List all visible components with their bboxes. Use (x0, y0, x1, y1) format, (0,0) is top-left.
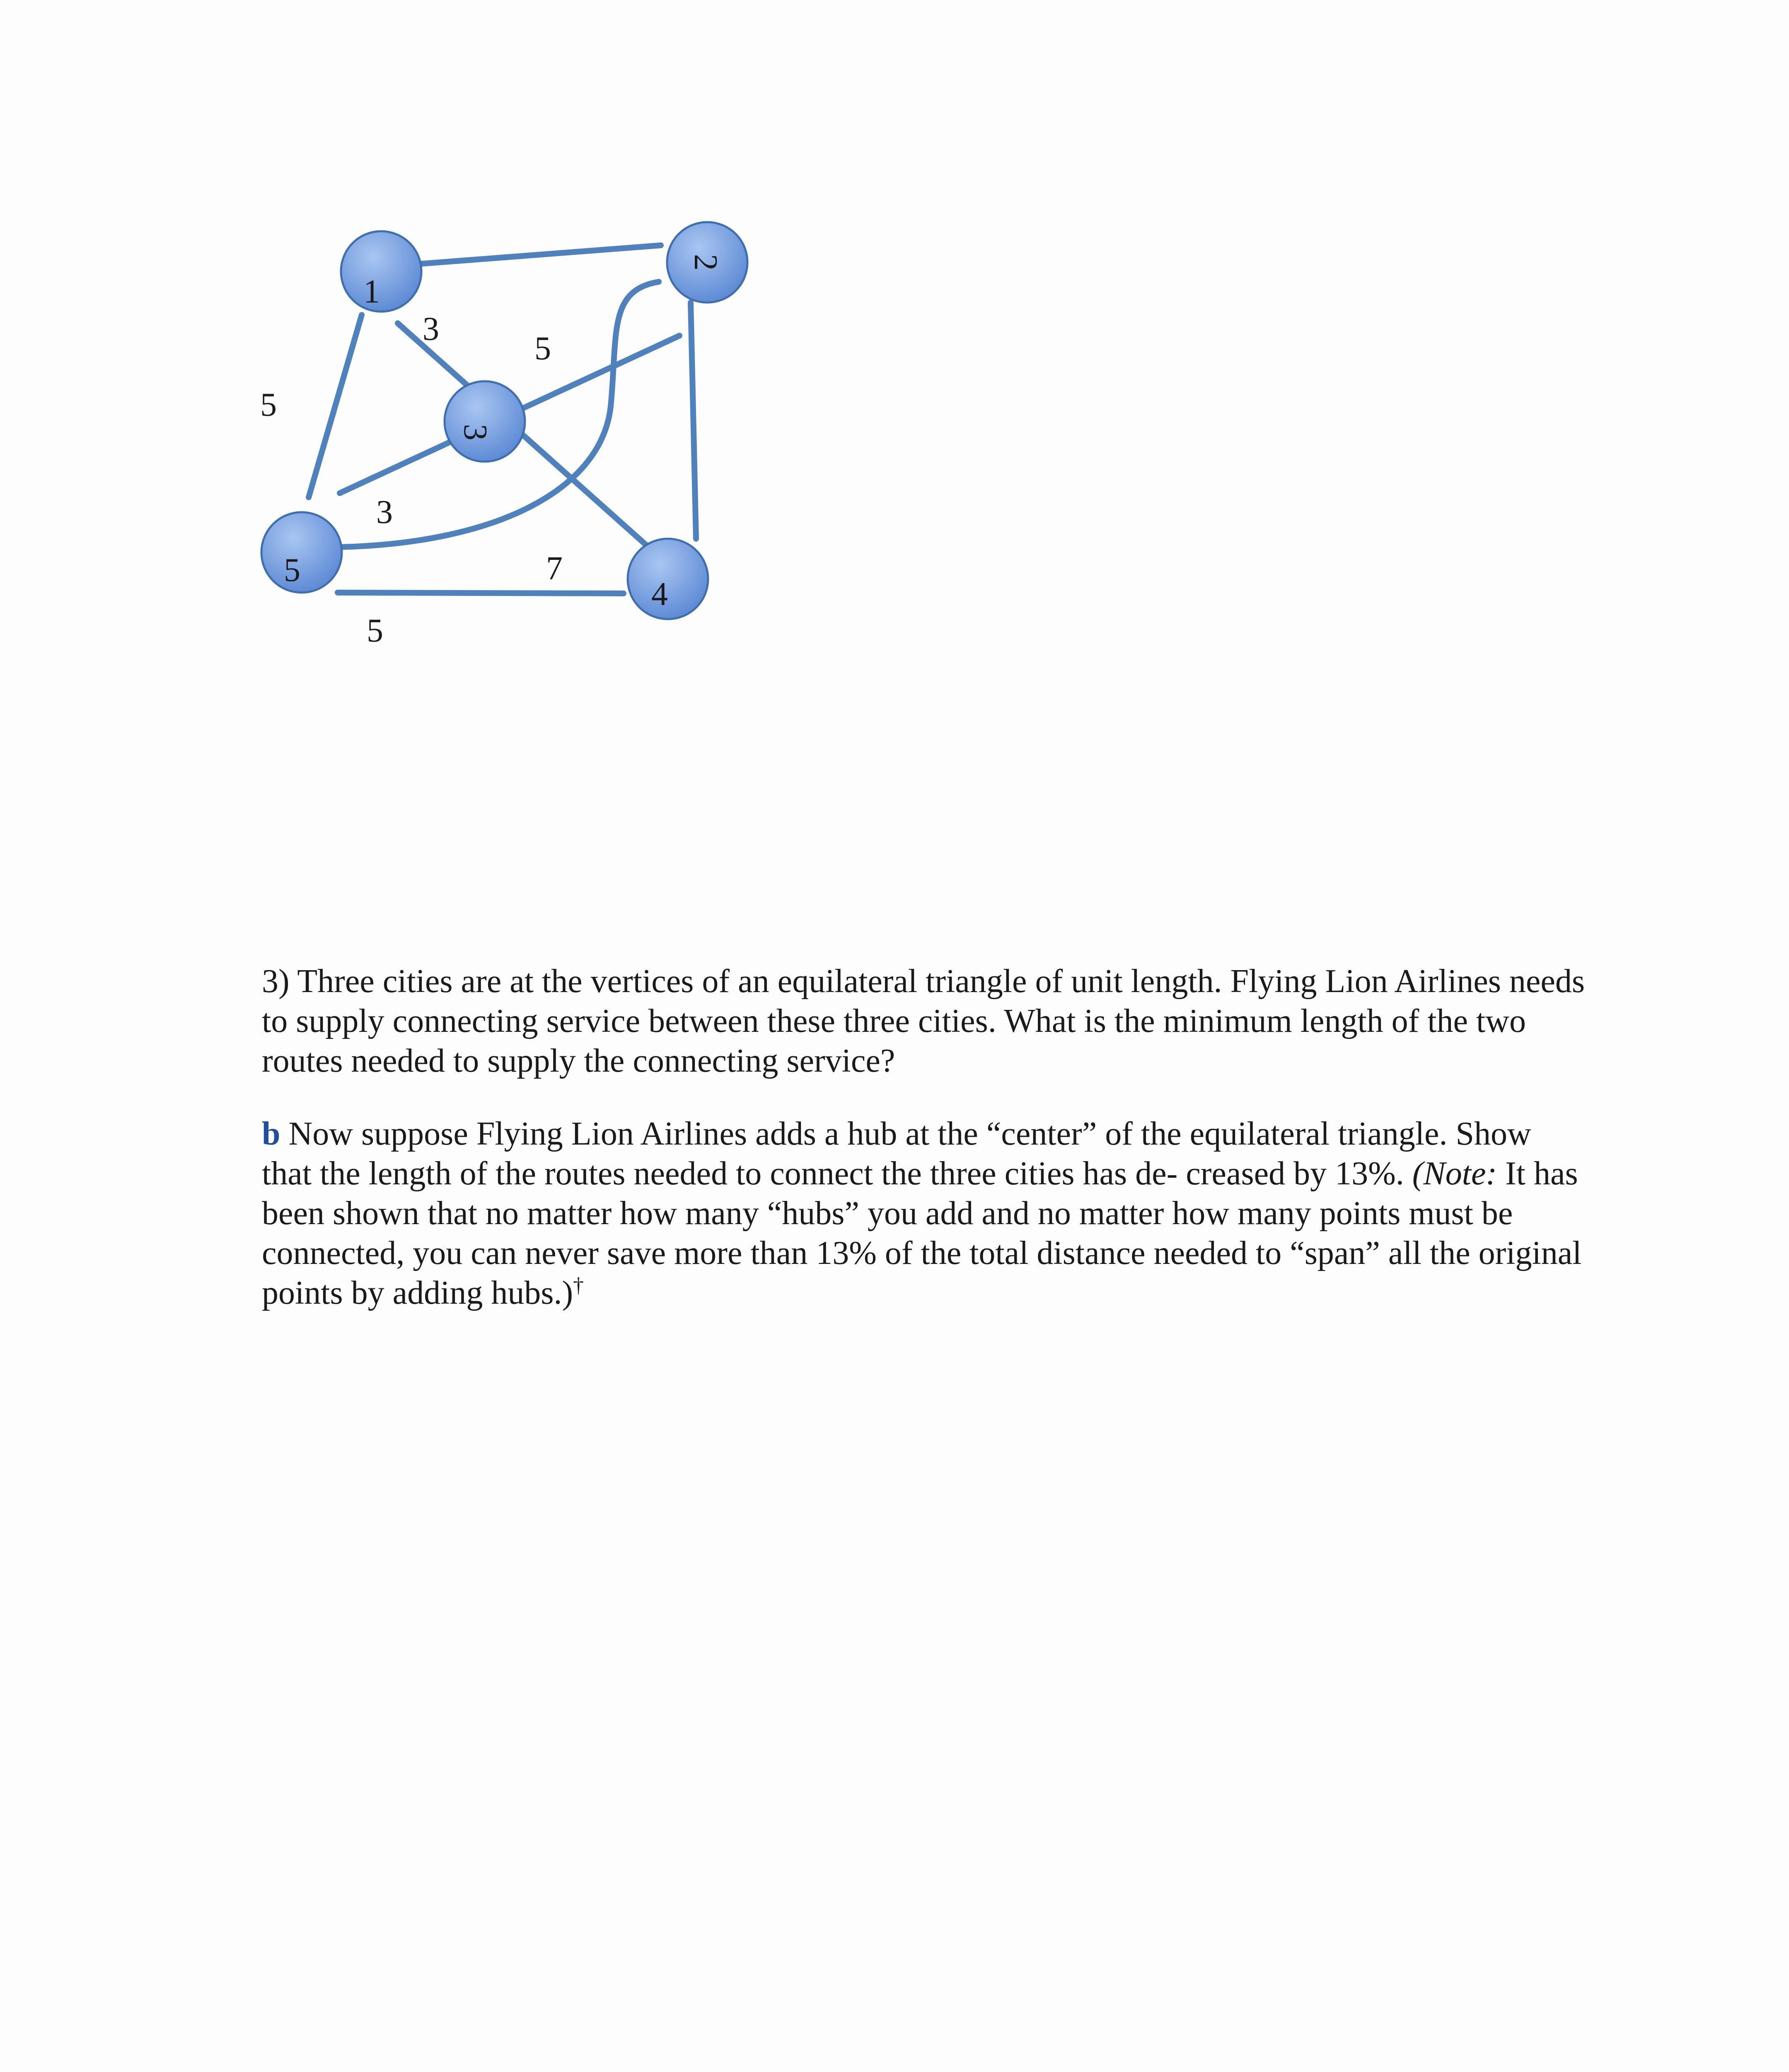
edge-1-2 (418, 245, 661, 264)
weight-label: 7 (546, 550, 563, 587)
node-4 (628, 539, 708, 619)
weight-label: 3 (423, 311, 439, 347)
problem-3-paragraph: 3) Three cities are at the vertices of an equilateral triangle of unit length. Flying Lion Airlines needs to supply connecting service between these three cities. What is the minimum length of the two routes needed to supply the connecting service? (262, 963, 1585, 1079)
network-diagram (0, 0, 1789, 746)
edge-1-5 (309, 315, 362, 497)
dagger-footnote-mark: † (573, 1273, 584, 1297)
problem-3b-paragraph (262, 1114, 1588, 1313)
node-label: 2 (687, 254, 724, 271)
weight-label: 5 (534, 330, 551, 367)
weight-label: 5 (260, 387, 277, 423)
node-label: 1 (363, 274, 380, 310)
node-label: 5 (284, 552, 300, 588)
weight-label: 5 (367, 612, 383, 649)
part-letter: b (262, 1116, 280, 1152)
weight-label: 3 (376, 494, 393, 530)
node-3 (445, 381, 525, 462)
problem-text (262, 961, 1588, 1313)
note-label: (Note: (1412, 1155, 1497, 1192)
problem-3b-text-2: It has been shown that no matter how many “hubs” you add and no matter how many points must be connected, you can never save more than 13% of the total distance needed to “span” all the original points by adding hubs.) (262, 1155, 1582, 1311)
node-label: 4 (651, 576, 668, 612)
node-5 (261, 512, 342, 593)
node-1 (341, 231, 421, 312)
edge-2-4 (691, 303, 696, 539)
node-2 (667, 222, 747, 303)
node-label: 3 (457, 424, 493, 441)
problem-3b-text-1: Now suppose Flying Lion Airlines adds a hub at the “center” of the equilateral triangle. Show that the length of the routes needed to connect the three cities has de- creased by 13%. (262, 1116, 1531, 1192)
